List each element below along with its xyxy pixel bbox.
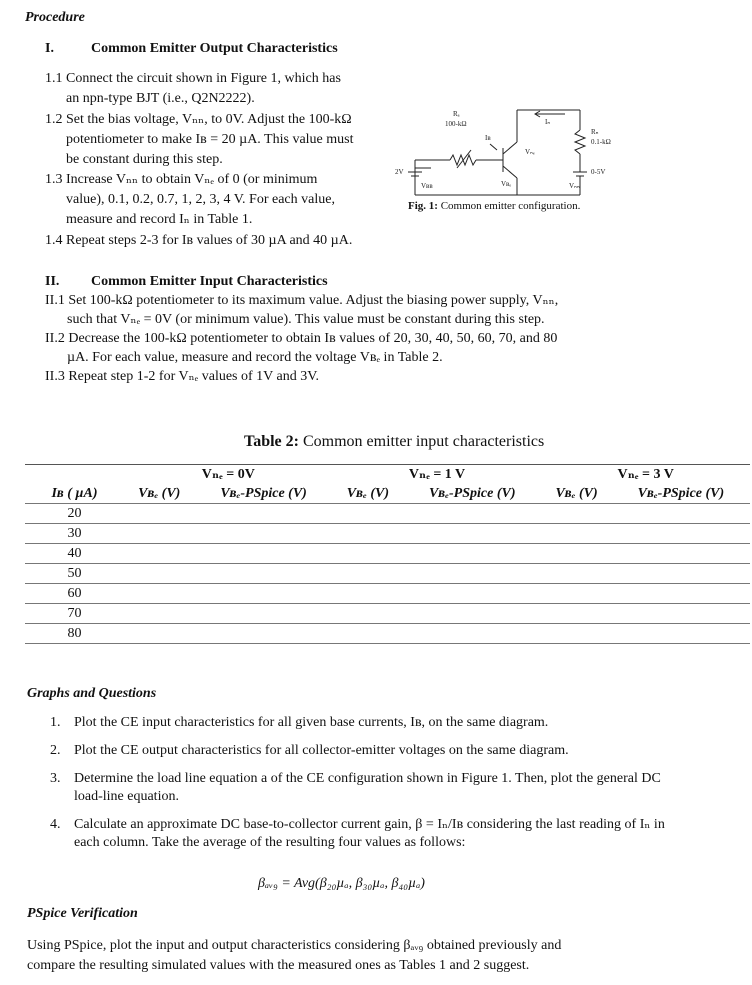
vcc-label: Vₙₙ	[569, 182, 580, 190]
vce-label: Vₙₑ	[525, 148, 535, 156]
step-1-1: 1.1 Connect the circuit shown in Figure 1, which has	[45, 71, 341, 86]
table-row	[25, 604, 750, 624]
list-item: 2. Plot the CE output characteristics for all collector-emitter voltages on the same diagram.	[50, 743, 569, 758]
ic-label: Iₙ	[545, 118, 551, 126]
pspice-line-1: Using PSpice, plot the input and output characteristics considering βₐᵥ₉ obtained previously and	[27, 938, 562, 953]
step-1-2-cont-a: potentiometer to make Iʙ = 20 µA. This value must	[66, 132, 354, 147]
ib-value: 80	[67, 625, 82, 641]
step-1-3-cont-a: value), 0.1, 0.2, 0.7, 1, 2, 3, 4 V. For each value,	[66, 192, 335, 207]
pspice-heading: PSpice Verification	[27, 906, 138, 921]
group-vce-1: Vₙₑ = 1 V	[408, 467, 466, 482]
col-header: Vʙₑ (V)	[555, 485, 598, 501]
table-row	[25, 504, 750, 524]
ib-value: 70	[67, 605, 82, 621]
step-2-1-cont: such that Vₙₑ = 0V (or minimum value). This value must be constant during this step.	[67, 312, 545, 327]
list-item: 4. Calculate an approximate DC base-to-collector current gain, β = Iₙ/Iʙ considering the last reading of Iₙ in each column. Take the average of the resulting four values as follows:	[50, 817, 665, 850]
procedure-heading: Procedure	[25, 10, 85, 25]
ib-value: 50	[67, 565, 82, 581]
vbe-label: Vʙₑ	[501, 180, 512, 188]
questions-list	[50, 714, 690, 862]
list-item: 3. Determine the load line equation a of the CE configuration shown in Figure 1. Then, plot the general DC load-line equation.	[50, 771, 661, 804]
section2-title: Common Emitter Input Characteristics	[91, 274, 328, 289]
pspice-line-2: compare the resulting simulated values with the measured ones as Tables 1 and 2 suggest.	[27, 958, 530, 973]
table-row	[25, 624, 750, 644]
vcc-source-label: 0-5V	[591, 168, 606, 176]
step-1-2: 1.2 Set the bias voltage, Vₙₙ, to 0V. Adjust the 100-kΩ	[45, 112, 352, 127]
col-header: Vʙₑ (V)	[138, 485, 181, 501]
figure-caption: Fig. 1: Common emitter configuration.	[408, 200, 581, 212]
vbb-value-label: 2V	[395, 168, 404, 176]
col-header: Vʙₑ-PSpice (V)	[220, 485, 307, 501]
col-header: Vʙₑ (V)	[346, 485, 390, 501]
step-2-1: II.1 Set 100-kΩ potentiometer to its maximum value. Adjust the biasing power supply, Vₙₙ,	[45, 293, 559, 308]
step-2-2: II.2 Decrease the 100-kΩ potentiometer to obtain Iʙ values of 20, 30, 40, 50, 60, 70, and 80	[45, 331, 558, 346]
step-2-3: II.3 Repeat step 1-2 for Vₙₑ values of 1V and 3V.	[45, 369, 320, 384]
step-1-3: 1.3 Increase Vₙₙ to obtain Vₙₑ of 0 (or minimum	[45, 172, 318, 187]
list-item: 1. Plot the CE input characteristics for all given base currents, Iʙ, on the same diagram.	[50, 715, 549, 730]
vbb-label: Vʙʙ	[421, 182, 433, 190]
circuit-diagram	[395, 100, 635, 200]
table-row	[25, 544, 750, 564]
group-vce-0: Vₙₑ = 0V	[201, 467, 255, 482]
col-header: Vʙₑ-PSpice (V)	[428, 485, 516, 501]
table-row	[25, 524, 750, 544]
rb-label: Rₐ	[453, 110, 460, 118]
ib-value: 60	[67, 585, 82, 601]
section1-title: Common Emitter Output Characteristics	[91, 41, 338, 56]
table-row	[25, 564, 750, 584]
rc-label: Rₙ	[591, 128, 599, 136]
step-1-3-cont-b: measure and record Iₙ in Table 1.	[66, 212, 253, 227]
section2-number: II.	[45, 274, 60, 289]
graphs-heading: Graphs and Questions	[27, 686, 157, 701]
beta-formula: βₐᵥ₉ = Avg(β₂₀µₐ, β₃₀µₐ, β₄₀µₐ)	[258, 876, 425, 891]
table-row	[25, 584, 750, 604]
ib-value: 30	[67, 525, 82, 541]
ib-value: 20	[67, 505, 82, 521]
ib-label: Iʙ	[485, 134, 491, 142]
col-header: Vʙₑ-PSpice (V)	[637, 485, 725, 501]
step-1-2-cont-b: be constant during this step.	[66, 152, 223, 167]
ib-header: Iʙ ( µA)	[51, 485, 98, 501]
step-1-1-cont: an npn-type BJT (i.e., Q2N2222).	[66, 91, 255, 106]
table2	[25, 464, 750, 644]
rc-value: 0.1-kΩ	[591, 138, 611, 146]
step-2-2-cont: µA. For each value, measure and record the voltage Vʙₑ in Table 2.	[67, 350, 443, 365]
section1-number: I.	[45, 41, 54, 56]
step-1-4: 1.4 Repeat steps 2-3 for Iʙ values of 30 µA and 40 µA.	[45, 233, 353, 248]
ib-value: 40	[67, 545, 82, 561]
table2-group-row	[25, 465, 750, 485]
table2-header-row	[25, 484, 750, 504]
rb-value: 100-kΩ	[445, 120, 467, 128]
group-vce-3: Vₙₑ = 3 V	[617, 467, 674, 482]
table2-caption: Table 2: Common emitter input characteristics	[244, 433, 545, 450]
